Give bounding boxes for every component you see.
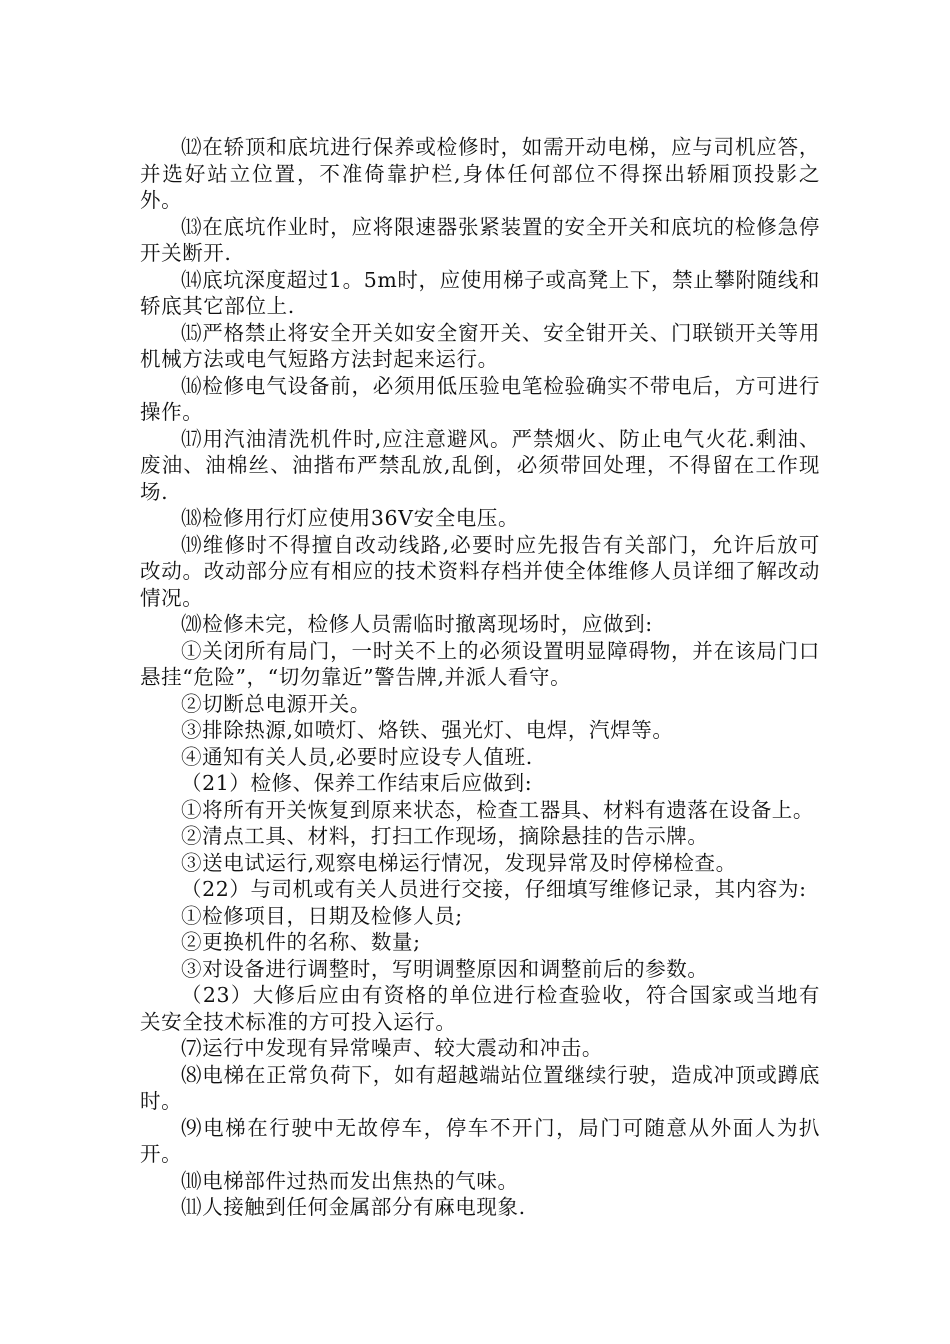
paragraph-13: ⒀在底坑作业时，应将限速器张紧装置的安全开关和底坑的检修急停开关断开. [140, 214, 820, 265]
document-body [140, 134, 820, 1221]
paragraph-21: （21）检修、保养工作结束后应做到: [181, 771, 533, 795]
list-item: ③送电试运行,观察电梯运行情况，发现异常及时停梯检查。 [181, 850, 737, 875]
list-item: ③排除热源,如喷灯、烙铁、强光灯、电焊，汽焊等。 [181, 718, 674, 742]
paragraph-10: ⑽电梯部件过热而发出焦热的气味。 [181, 1168, 519, 1193]
paragraph-7: ⑺运行中发现有异常噪声、较大震动和冲击。 [181, 1036, 603, 1060]
paragraph-23: （23）大修后应由有资格的单位进行检查验收，符合国家或当地有关安全技术标准的方可投入运行。 [140, 983, 820, 1034]
paragraph-8: ⑻电梯在正常负荷下，如有超越端站位置继续行驶，造成冲顶或蹲底时。 [140, 1062, 820, 1113]
paragraph-14: ⒁底坑深度超过1。5m时，应使用梯子或高凳上下，禁止攀附随线和轿底其它部位上. [140, 267, 820, 318]
list-item: ①检修项目，日期及检修人员; [181, 903, 463, 928]
list-item: ④通知有关人员,必要时应设专人值班. [181, 744, 533, 769]
paragraph-16: ⒃检修电气设备前，必须用低压验电笔检验确实不带电后，方可进行操作。 [140, 373, 820, 424]
list-item: ②切断总电源开关。 [181, 691, 371, 716]
list-item: ①关闭所有局门，一时关不上的必须设置明显障碍物，并在该局门口悬挂“危险”，“切勿靠近”警告牌,并派人看守。 [140, 638, 820, 689]
paragraph-20: ⒇检修未完，检修人员需临时撤离现场时，应做到: [181, 612, 653, 636]
paragraph-19: ⒆维修时不得擅自改动线路,必要时应先报告有关部门，允许后放可改动。改动部分应有相应的技术资料存档并使全体维修人员详细了解改动情况。 [140, 532, 820, 610]
list-item: ②更换机件的名称、数量; [181, 930, 421, 954]
paragraph-22: （22）与司机或有关人员进行交接，仔细填写维修记录，其内容为: [181, 877, 807, 901]
list-item: ②清点工具、材料，打扫工作现场，摘除悬挂的告示牌。 [181, 824, 709, 848]
paragraph-18: ⒅检修用行灯应使用36V安全电压。 [181, 506, 520, 530]
paragraph-11: ⑾人接触到任何金属部分有麻电现象. [181, 1195, 526, 1219]
paragraph-15: ⒂严格禁止将安全开关如安全窗开关、安全钳开关、门联锁开关等用机械方法或电气短路方法封起来运行。 [140, 320, 820, 371]
list-item: ③对设备进行调整时，写明调整原因和调整前后的参数。 [181, 956, 709, 981]
paragraph-12: ⑿在轿顶和底坑进行保养或检修时，如需开动电梯，应与司机应答，并选好站立位置，不准倚靠护栏,身体任何部位不得探出轿厢顶投影之外。 [140, 135, 820, 212]
list-item: ①将所有开关恢复到原来状态，检查工器具、材料有遗落在设备上。 [181, 797, 814, 822]
paragraph-17: ⒄用汽油清洗机件时,应注意避风。严禁烟火、防止电气火花.剩油、废油、油棉丝、油揩布严禁乱放,乱倒，必须带回处理，不得留在工作现场. [140, 426, 820, 504]
paragraph-9: ⑼电梯在行驶中无故停车，停车不开门，局门可随意从外面人为扒开。 [140, 1115, 820, 1166]
